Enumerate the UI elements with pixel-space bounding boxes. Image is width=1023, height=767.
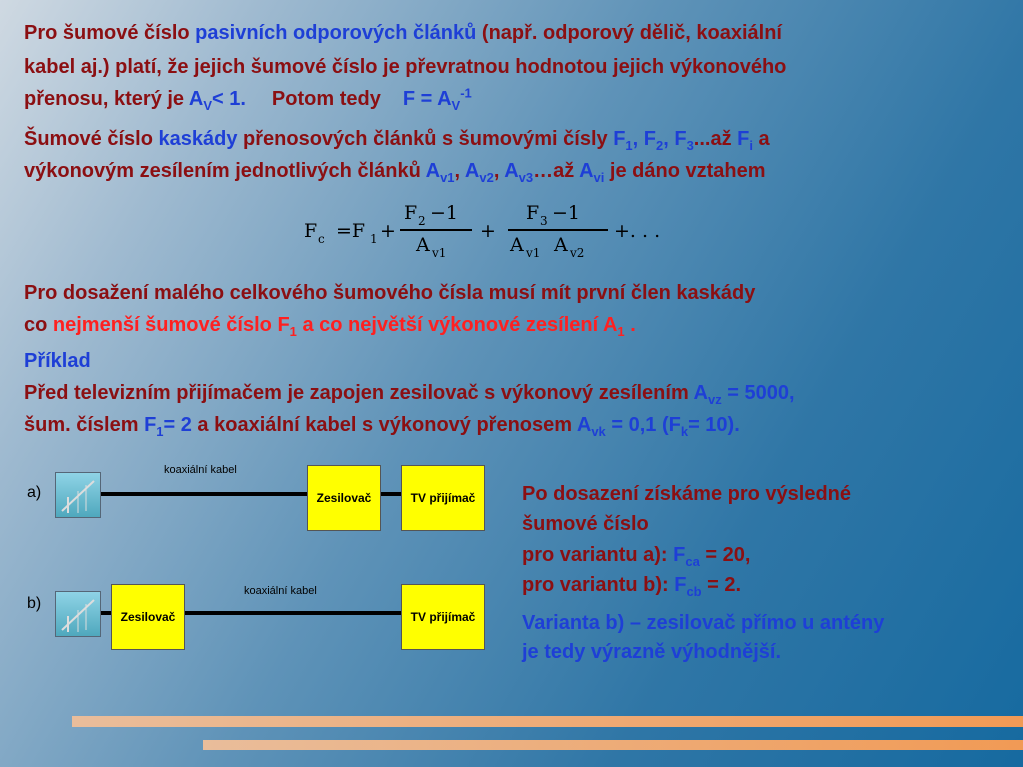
- amplifier-box-a: Zesilovač: [307, 465, 381, 531]
- para2-line2: výkonovým zesílením jednotlivých článků $A_{v1}$, $A_{v2}$, $A_{v3}\dots až$ $A_{vi}$ je dáno vztahem: [24, 160, 766, 185]
- example-line2: šum. číslem $F_1= 2$ a koaxiální kabel s výkonový přenosem $A_{vk} = 0,1$ $(F_k= 10)$.: [24, 414, 740, 439]
- result-variant-a: pro variantu a): $F_{ca} = 20$,: [522, 544, 751, 569]
- amplifier-box-b: Zesilovač: [111, 584, 185, 650]
- para2-line1: Šumové číslo kaskády přenosových článků s šumovými čísly $F_1$, $F_2$, $F_3...až$ $F_i$ a: [24, 128, 770, 153]
- link-b: [101, 611, 111, 615]
- antenna-icon: [55, 472, 101, 518]
- result-line2: šumové číslo: [522, 513, 649, 535]
- result-line1: Po dosazení získáme pro výsledné: [522, 483, 852, 505]
- variant-b-label: b): [27, 595, 42, 612]
- para1-line2: kabel aj.) platí, že jejich šumové číslo je převratnou hodnotou jejich výkonového: [24, 56, 787, 78]
- link-a: [381, 492, 401, 496]
- variant-a-label: a): [27, 484, 42, 501]
- antenna-icon: [55, 591, 101, 637]
- cascade-noise-formula: F c =F 1 + F 2 −1 A v1 + F 3 −1 A v1 A v2 +. . .: [304, 202, 661, 260]
- example-line1: Před televizním přijímačem je zapojen zesilovač s výkonový zesílením $A_{vz} = 5000$,: [24, 382, 795, 407]
- para1-line1: Pro šumové číslo pasivních odporových článků (např. odporový dělič, koaxiální: [24, 22, 782, 44]
- conclusion-line2: je tedy výrazně výhodnější.: [522, 641, 781, 663]
- fraction-bar-1: [400, 229, 472, 231]
- example-title: Příklad: [24, 350, 91, 372]
- decorative-stripe-top: [72, 716, 1023, 727]
- conclusion-line1: Varianta b) – zesilovač přímo u antény: [522, 612, 885, 634]
- coax-cable-b: [185, 611, 401, 615]
- para3-line1: Pro dosažení malého celkového šumového čísla musí mít první člen kaskády: [24, 282, 756, 304]
- coax-cable-label-b: koaxiální kabel: [244, 585, 317, 597]
- tv-receiver-box-b: TV přijímač: [401, 584, 485, 650]
- coax-cable-label-a: koaxiální kabel: [164, 464, 237, 476]
- tv-receiver-box-a: TV přijímač: [401, 465, 485, 531]
- result-variant-b: pro variantu b): $F_{cb} = 2$.: [522, 574, 742, 599]
- para3-line2: co nejmenší šumové číslo $F_1$ a co největší výkonové zesílení $A_1$ .: [24, 314, 636, 339]
- fraction-bar-2: [508, 229, 608, 231]
- para1-line3: přenosu, který je $A_V< 1$. Potom tedy $F = A_V^{-1}$: [24, 85, 472, 113]
- coax-cable-a: [101, 492, 307, 496]
- decorative-stripe-bottom: [203, 740, 1023, 750]
